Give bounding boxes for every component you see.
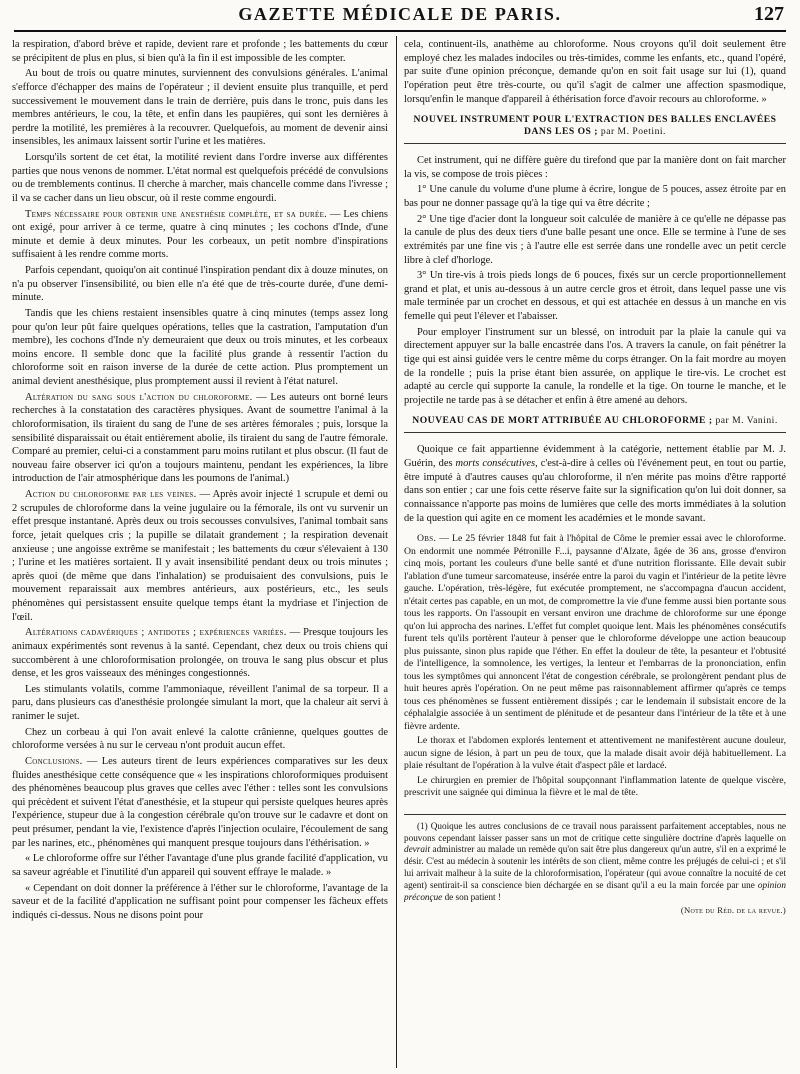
page-number: 127	[754, 3, 784, 25]
emphasis: opinion préconçue	[404, 880, 786, 903]
paragraph-text: (1) Quoique les autres conclusions de ce travail nous paraissent parfaitement acceptables, nous ne pouvons cependant laisser passer sans un mot de critique cette singulière doctrine d'après laquelle on	[404, 820, 786, 843]
section-heading: Altérations cadavériques ; antidotes ; expériences variées.	[25, 627, 287, 639]
footnote-divider	[404, 814, 786, 815]
emphasis: morts consécutives	[455, 458, 536, 469]
paragraph	[404, 533, 786, 733]
page-header	[14, 0, 786, 32]
article-author: par M. Poetini.	[600, 126, 666, 138]
paragraph	[12, 755, 388, 850]
paragraph: Le chirurgien en premier de l'hôpital soupçonnant l'inflammation latente de quelque viscère, prescrivit une saignée qui diminua la fièvre et le mal de tête.	[404, 774, 786, 799]
footnote-text	[404, 821, 786, 904]
paragraph: Cet instrument, qui ne diffère guère du tirefond que par la manière dont on fait marcher la vis, se compose de trois pièces :	[404, 155, 786, 180]
paragraph-text: — Les chiens ont exigé, pour arriver à ce terme, quatre à cinq minutes ; les cochons d'Inde, d'une minute et demie à deux minutes. Pour les corbeaux, un petit nombre d'inspirations suffisaient à les rendre comme morts.	[12, 208, 388, 261]
paragraph: « Le chloroforme offre sur l'éther l'avantage d'une plus grande facilité d'application, vu sa saveur agréable et l'inutilité d'un appareil qui souvent effraye le malade. »	[12, 853, 388, 878]
article-author: par M. Vanini.	[715, 415, 778, 427]
paragraph: Lorsqu'ils sortent de cet état, la motilité revient dans l'ordre inverse aux différentes parties que nous venons de nommer. L'état normal est quelquefois précédé de convulsions ou de tremblements continus. Il cherche à marcher, mais chancelle comme dans l'ivresse ; il va se cacher dans un lieu obscur, où il reste comme engourdi.	[12, 152, 388, 204]
section-heading: Altération du sang sous l'action du chloroforme.	[25, 391, 253, 403]
section-heading: Conclusions.	[25, 755, 83, 767]
paragraph-text: Quoique ce fait appartienne évidemment à la catégorie, nettement établie par M. J. Guérin, des	[404, 444, 786, 469]
paragraph-text: administrer au malade un remède qu'on sait être plus dangereux qu'un autre, s'il en a exprimé le désir. C'est au médecin à soutenir les intérêts de son client, même contre les préjugés de celui-ci ; et s'il lui arrivait malheur à la suite de la chloroformisation, l'opérateur (qui avoue connaître la nocuité de cet agent) sentirait-il sa conscience bien déchargée en se disant qu'il a eu la main forcée par une	[404, 844, 786, 891]
paragraph: Tandis que les chiens restaient insensibles quatre à cinq minutes (temps assez long pour qu'on leur pût faire quelques opérations, telles que la castration, l'amputation d'un membre), les cochons d'Inde n'y demeuraient que deux ou trois minutes, et les corbeaux moins encore. Il semble donc que la facilité plus grande à ressentir l'action du chloroforme soit en raison inverse de la durée de cette action. Plus promptement un animal devient anesthésique, plus promptement aussi il revient à l'état naturel.	[12, 307, 388, 387]
editor-signoff: (Note du Réd. de la revue.)	[680, 904, 786, 915]
paragraph: 3° Un tire-vis à trois pieds longs de 6 pouces, fixés sur un cercle proportionnellement grand et plat, et unis au-dessous à un autre cercle gros et étroit, dans lequel passe une vis male terminée par un crochet en dessous, et qui est attachée en dessus à un manche en vis femelle qui peut l'élever et l'abaisser.	[404, 270, 786, 322]
left-column	[12, 38, 388, 1068]
paragraph	[12, 626, 388, 681]
observation-label: Obs.	[417, 533, 437, 545]
paragraph: Le thorax et l'abdomen explorés lentement et attentivement ne manifestèrent aucune douleur, aucun signe de lésion, à part un peu de toux, que la malade disait avoir déjà habituellement. La plaie résultant de l'opération à la vulve était d'aspect pâle et lardacé.	[404, 735, 786, 772]
paragraph: Parfois cependant, quoiqu'on ait continué l'inspiration pendant dix à douze minutes, on n'a pu observer l'insensibilité, ou bien elle n'a été que de très-courte durée, d'une demi-minute.	[12, 265, 388, 304]
article-heading	[404, 114, 786, 144]
paragraph-text: , c'est-à-dire à celles où l'événement peut, en tout ou partie, être imputé à d'autres causes qu'au chloroforme, il n'en mérite pas moins d'être rapporté dans son entier ; car une fois cette réserve faite sur la signification qu'on lui doit donner, sa connaissance n'apporte pas moins de lumières que celle des morts immédiates à la solution de la question qui agite en ce moment les académies et le monde savant.	[404, 458, 786, 524]
paragraph: Au bout de trois ou quatre minutes, surviennent des convulsions générales. L'animal s'efforce d'échapper des mains de l'opérateur ; il devient ensuite plus tranquille, et perd successivement le mouvement dans le train de derrière, puis dans le tronc, puis dans les membres antérieurs, le cou, la tête, et enfin dans les paupières, qui sont les dernières à perdre la motilité, les premières à la recouvrer. Quelquefois, au moment de devenir ainsi insensibles, les animaux laissent sortir l'urine et les matières.	[12, 68, 388, 148]
paragraph: 2° Une tige d'acier dont la longueur soit calculée de manière à ce qu'elle ne dépasse pas la canule de plus des deux tiers d'une balle pesant une once. Elle se termine à l'une de ses extrémités par une fine vis ; à l'autre elle est serrée dans une rondelle avec un petit cercle libre à clef d'horloge.	[404, 213, 786, 266]
paragraph-text: de son patient !	[442, 892, 501, 903]
article-heading	[404, 415, 786, 433]
paragraph: la respiration, d'abord brève et rapide, devient rare et profonde ; les battements du cœur se précipitent de plus en plus, si bien qu'à la fin il est impossible de les compter.	[12, 39, 388, 64]
paragraph: Chez un corbeau à qui l'on avait enlevé la calotte crânienne, quelques gouttes de chloroforme versées à nu sur le cerveau n'ont produit aucun effet.	[12, 726, 388, 752]
paragraph-text: — Le 25 février 1848 fut fait à l'hôpital de Côme le premier essai avec le chloroforme. On endormit une nommée Pétronille F...i, paysanne d'Alzate, âgée de 36 ans, grosse d'environ cinq mois, portant les couleurs d'une belle santé et d'une nutrition florissante. Elle devait subir l'ablation d'une tumeur sarcomateuse, insérée entre la paroi du vagin et l'intérieur de la petite lèvre gauche. L'opération, très-légère, fut exécutée promptement, ne s'accompagna d'aucun accident, n'était certes pas capable, en un mot, de compromettre la vie d'une femme aussi bien portante sous tous les rapports. On l'assoupit en versant environ une drachme de chloroforme sur une éponge qu'on lui approcha des narines. L'effet fut complet quoique lent. Mais les phénomènes consécutifs furent tels qu'ils portèrent l'auteur à penser que le chloroforme développe une action beaucoup plus puissante, sinon plus rapide que l'éther. En effet la douleur de tête, la pesanteur et l'obtusité de l'intelligence, la somnolence, les vertiges, la lenteur et l'embarras de la prononciation, enfin tous les symptômes qui annoncent l'état de congestion cérébrale, se prolongèrent pendant plus de huit heures après l'opération. On ne peut même pas raisonnablement affirmer qu'après ce temps tous ces phénomènes se fussent entièrement dissipés ; car le lendemain il subsistait encore de la céphalalgie associée à un sentiment de plénitude et de pesanteur dans l'intérieur de la tête et à une fièvre ardente.	[404, 533, 786, 732]
paragraph-text: — Les auteurs ont borné leurs recherches à la constatation des caractères physiques. Avant de soumettre l'animal à la chloroformisation, ils tiraient du sang de l'une de ses artères fémorales ; puis, lorsque la sensibilité disparaissait ou était entièrement abolie, ils tiraient du sang de l'autre fémorale. Comparé au premier, celui-ci a constamment paru moins rutilant et plus obscur. (Il faut de nouveau faire observer ici qu'on a toujours maintenu, pendant les expériences, la libre introduction de l'air atmosphérique dans les poumons de l'animal.)	[12, 391, 388, 485]
paragraph	[12, 391, 388, 486]
paragraph	[12, 488, 388, 624]
column-divider	[396, 36, 397, 1068]
section-heading: Action du chloroforme par les veines.	[25, 489, 197, 500]
paragraph	[12, 208, 388, 263]
paragraph: « Cependant on doit donner la préférence à l'éther sur le chloroforme, l'avantage de la saveur et de la facilité d'application ne suffisant point pour compenser les fâcheux effets indiqués ci-dessus. Nous ne disons point pour	[12, 882, 388, 921]
paragraph-text: — Après avoir injecté 1 scrupule et demi ou 2 scrupules de chloroforme dans la veine jugulaire ou la fémorale, ils ont vu survenir un effet presque instantané. Après deux ou trois secousses convulsives, l'animal tombait sans force, jetait quelques cris ; la pupille se dilatait grandement ; la respiration devenait anxieuse ; une angoisse extrême se manifestait ; les battements du cœur s'élevaient à 130 ; l'urine et les matières sortaient. Il y avait insensibilité pendant deux ou trois minutes ; après quoi (de même que dans l'inhalation) se produisaient des convulsions, puis le mouvement reparaissait aux membres antérieurs, aux postérieurs, etc., les seuls phénomènes qui persistassent ensuite quelque temps étant la mydriase et l'injection de l'œil.	[12, 489, 388, 623]
paragraph: 1° Une canule du volume d'une plume à écrire, longue de 5 pouces, assez étroite par en bas pour ne donner passage qu'à la tige qui va être décrite ;	[404, 184, 786, 209]
paragraph	[404, 443, 786, 525]
paragraph: Pour employer l'instrument sur un blessé, on introduit par la plaie la canule qui va directement appuyer sur la balle encastrée dans l'os. A travers la canule, on fait pénétrer la tige qui est ainsi guidée vers le centre même du corps étranger. On la fait mordre au moyen de la rondelle ; puis la prise étant bien assurée, on applique le tire-vis. Le crochet est adapté au cercle qui supporte la canule, la rondelle et la tige. On tourne le manche, et le projectile ne tarde pas à se détacher et enfin à être amené au dehors.	[404, 326, 786, 406]
paragraph: cela, continuent-ils, anathème au chloroforme. Nous croyons qu'il doit seulement être employé chez les malades indociles ou très-timides, comme les enfants, etc., quand l'opéré, par suite d'une opinion préconçue, demande qu'on en soit fait usage sur lui (1), quand l'opération peut être très-courte, ou qu'il s'agit de calmer une affection spasmodique, lorsqu'enfin le manque d'appareil à éthérisation force d'avoir recours au chloroforme. »	[404, 39, 786, 105]
paragraph-text: — Les auteurs tirent de leurs expériences comparatives sur les deux fluides anesthésique cette conséquence que « les inspirations chloroformiques produisent des phénomènes beaucoup plus graves que celles avec l'éther : telles sont les convulsions qui précèdent et suivent l'état d'anesthésie, et la stupeur qui persiste quelques heures après l'expérience, stupeur due à la congestion cérébrale qu'on trouve sur le cadavre et dont on peut présumer, pendant la vie, l'existence d'après l'injection oculaire, l'écoulement de sang par les narines, etc., phénomènes qui manquent presque toujours dans l'éthérisation. »	[12, 755, 388, 849]
right-column	[404, 38, 786, 1068]
emphasis: devrait	[404, 844, 431, 855]
paragraph-text: — Presque toujours les animaux expérimentés sont revenus à la santé. Cependant, chez deux ou trois chiens qui succombèrent à une chloroformisation prolongée, on trouva le sang plus obscur et plus dense, et les gros vaisseaux des méninges congestionnés.	[12, 627, 388, 680]
footnote	[404, 821, 786, 917]
section-heading: Temps nécessaire pour obtenir une anesthésie complète, et sa durée.	[25, 208, 328, 220]
journal-title: GAZETTE MÉDICALE DE PARIS.	[238, 4, 562, 24]
paragraph: Les stimulants volatils, comme l'ammoniaque, réveillent l'animal de sa torpeur. Il a paru, dans plusieurs cas d'anesthésie prolongée simulant la mort, que la chaleur ait servi à ranimer le sujet.	[12, 683, 388, 722]
article-title: NOUVEAU CAS DE MORT ATTRIBUÉE AU CHLOROFORME ;	[412, 415, 713, 427]
article-title: NOUVEL INSTRUMENT POUR L'EXTRACTION DES BALLES ENCLAVÉES DANS LES OS ;	[413, 114, 777, 138]
